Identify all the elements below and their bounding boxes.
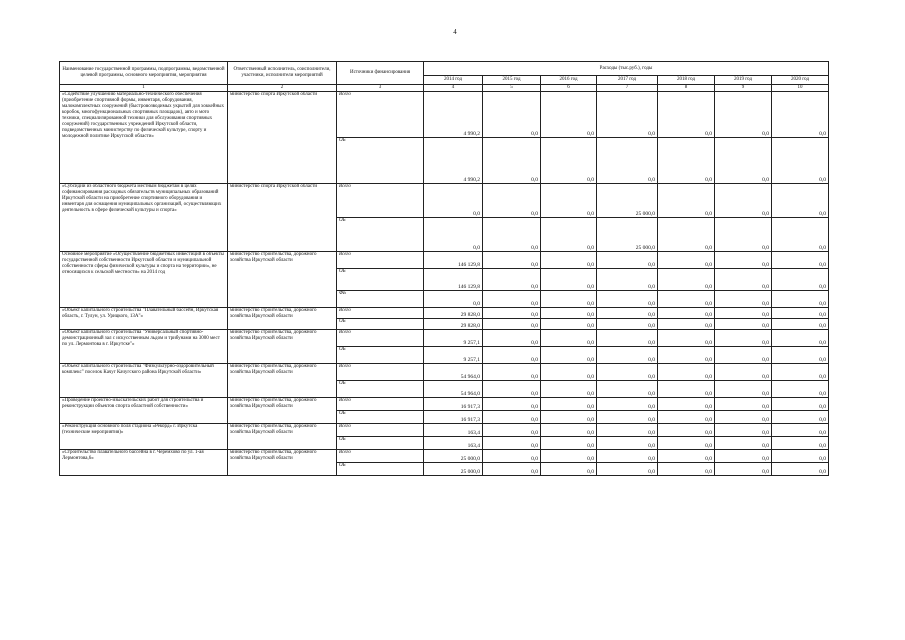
funding-source: Всего [337, 308, 424, 319]
amount-cell: 0,0 [483, 138, 541, 184]
amount-cell: 0,0 [658, 347, 715, 364]
column-index: 3 [337, 85, 424, 92]
amount-cell: 0,0 [772, 411, 829, 424]
amount-cell: 0,0 [541, 411, 597, 424]
amount-cell: 0,0 [658, 450, 715, 463]
column-index: 1 [60, 85, 228, 92]
amount-cell: 0,0 [658, 252, 715, 269]
funding-source: Всего [337, 364, 424, 381]
header-year: 2017 год [597, 76, 658, 85]
header-name: Наименование государственной программы, подпрограммы, ведомственной целевой программы, основного мероприятия, мероприятия [60, 62, 228, 85]
activity-name: «Строительство плавательного бассейна в г. Черемхово по ул. 1-ая Лермонтова,6» [60, 450, 228, 476]
amount-cell: 54 964,0 [424, 381, 483, 398]
amount-cell: 0,0 [541, 269, 597, 291]
funding-source: ОБ [337, 463, 424, 476]
amount-cell: 0,0 [658, 463, 715, 476]
amount-cell: 0,0 [715, 424, 772, 437]
funding-source: ФБ [337, 291, 424, 308]
amount-cell: 0,0 [483, 252, 541, 269]
amount-cell: 0,0 [597, 308, 658, 319]
amount-cell: 0,0 [772, 463, 829, 476]
table-row [60, 184, 829, 218]
amount-cell: 0,0 [424, 291, 483, 308]
amount-cell: 146 129,8 [424, 252, 483, 269]
table-row [60, 252, 829, 269]
amount-cell: 0,0 [658, 138, 715, 184]
amount-cell: 0,0 [483, 218, 541, 252]
funding-source: Всего [337, 424, 424, 437]
amount-cell: 0,0 [597, 92, 658, 138]
executor: министерство строительства, дорожного хозяйства Иркутской области [228, 330, 337, 364]
amount-cell: 0,0 [597, 398, 658, 411]
executor: министерство строительства, дорожного хозяйства Иркутской области [228, 252, 337, 308]
header-year: 2020 год [772, 76, 829, 85]
table-row [60, 330, 829, 347]
activity-name: «Объект капитального строительства "Универсальный спортивно-демонстрационный зал с искусственным льдом и трибунами на 3000 мест по ул. Лермонтова в г. Иркутске"» [60, 330, 228, 364]
amount-cell: 0,0 [483, 269, 541, 291]
amount-cell: 0,0 [658, 330, 715, 347]
amount-cell: 0,0 [772, 330, 829, 347]
column-index: 10 [772, 85, 829, 92]
amount-cell: 0,0 [597, 252, 658, 269]
amount-cell: 0,0 [715, 218, 772, 252]
table-row [60, 424, 829, 437]
table-row [60, 450, 829, 463]
amount-cell: 0,0 [483, 319, 541, 330]
amount-cell: 0,0 [541, 450, 597, 463]
amount-cell: 0,0 [424, 218, 483, 252]
amount-cell: 0,0 [772, 381, 829, 398]
amount-cell: 0,0 [715, 437, 772, 450]
amount-cell: 0,0 [715, 450, 772, 463]
executor: министерство спорта Иркутской области [228, 184, 337, 252]
funding-source: ОБ [337, 138, 424, 184]
table-row [60, 398, 829, 411]
amount-cell: 0,0 [483, 92, 541, 138]
activity-name: «Объект капитального строительства "Физкультурно-оздоровительный комплекс" поселок Качуг Качугского района Иркутской области» [60, 364, 228, 398]
amount-cell: 0,0 [483, 424, 541, 437]
amount-cell: 0,0 [772, 138, 829, 184]
table-row [60, 364, 829, 381]
amount-cell: 0,0 [597, 347, 658, 364]
amount-cell: 4 990,2 [424, 92, 483, 138]
amount-cell: 29 828,0 [424, 308, 483, 319]
funding-source: ОБ [337, 347, 424, 364]
amount-cell: 0,0 [541, 463, 597, 476]
amount-cell: 0,0 [483, 411, 541, 424]
header-source: Источники финансирования [337, 62, 424, 85]
amount-cell: 0,0 [658, 291, 715, 308]
funding-source: Всего [337, 92, 424, 138]
amount-cell: 29 828,0 [424, 319, 483, 330]
header-year: 2014 год [424, 76, 483, 85]
amount-cell: 0,0 [597, 319, 658, 330]
funding-source: Всего [337, 252, 424, 269]
amount-cell: 0,0 [715, 330, 772, 347]
amount-cell: 0,0 [541, 138, 597, 184]
amount-cell: 0,0 [658, 424, 715, 437]
amount-cell: 0,0 [597, 269, 658, 291]
table-row [60, 92, 829, 138]
header-executor: Ответственный исполнитель, соисполнители, участники, исполнители мероприятий [228, 62, 337, 85]
header-year: 2018 год [658, 76, 715, 85]
amount-cell: 0,0 [715, 308, 772, 319]
amount-cell: 0,0 [541, 308, 597, 319]
amount-cell: 0,0 [658, 398, 715, 411]
amount-cell: 146 129,8 [424, 269, 483, 291]
amount-cell: 0,0 [483, 291, 541, 308]
amount-cell: 0,0 [541, 347, 597, 364]
amount-cell: 0,0 [715, 138, 772, 184]
amount-cell: 0,0 [715, 184, 772, 218]
executor: министерство спорта Иркутской области [228, 92, 337, 184]
executor: министерство строительства, дорожного хозяйства Иркутской области [228, 398, 337, 424]
column-index: 7 [597, 85, 658, 92]
amount-cell: 0,0 [772, 308, 829, 319]
amount-cell: 0,0 [715, 364, 772, 381]
amount-cell: 0,0 [597, 437, 658, 450]
financing-table [59, 61, 829, 476]
amount-cell: 0,0 [715, 252, 772, 269]
amount-cell: 0,0 [715, 319, 772, 330]
funding-source: ОБ [337, 437, 424, 450]
column-index: 4 [424, 85, 483, 92]
column-index: 8 [658, 85, 715, 92]
amount-cell: 0,0 [597, 381, 658, 398]
amount-cell: 0,0 [772, 92, 829, 138]
funding-source: ОБ [337, 381, 424, 398]
amount-cell: 0,0 [715, 463, 772, 476]
amount-cell: 25 000,0 [597, 218, 658, 252]
amount-cell: 0,0 [658, 411, 715, 424]
amount-cell: 0,0 [597, 450, 658, 463]
amount-cell: 0,0 [424, 184, 483, 218]
header-year: 2019 год [715, 76, 772, 85]
amount-cell: 0,0 [541, 319, 597, 330]
amount-cell: 0,0 [541, 218, 597, 252]
funding-source: ОБ [337, 319, 424, 330]
column-index: 9 [715, 85, 772, 92]
amount-cell: 0,0 [658, 381, 715, 398]
amount-cell: 0,0 [658, 308, 715, 319]
amount-cell: 25 000,0 [597, 184, 658, 218]
amount-cell: 0,0 [658, 218, 715, 252]
column-index: 5 [483, 85, 541, 92]
amount-cell: 0,0 [483, 364, 541, 381]
amount-cell: 0,0 [772, 269, 829, 291]
amount-cell: 0,0 [772, 291, 829, 308]
amount-cell: 0,0 [772, 252, 829, 269]
funding-source: ОБ [337, 269, 424, 291]
header-year: 2016 год [541, 76, 597, 85]
amount-cell: 0,0 [772, 347, 829, 364]
amount-cell: 0,0 [772, 218, 829, 252]
amount-cell: 16 917,3 [424, 411, 483, 424]
executor: министерство строительства, дорожного хозяйства Иркутской области [228, 450, 337, 476]
column-index: 2 [228, 85, 337, 92]
amount-cell: 0,0 [483, 184, 541, 218]
funding-source: ОБ [337, 411, 424, 424]
amount-cell: 0,0 [597, 364, 658, 381]
amount-cell: 9 257,1 [424, 330, 483, 347]
amount-cell: 163,4 [424, 424, 483, 437]
amount-cell: 0,0 [541, 364, 597, 381]
amount-cell: 0,0 [483, 463, 541, 476]
amount-cell: 0,0 [715, 411, 772, 424]
amount-cell: 54 964,0 [424, 364, 483, 381]
header-expenses: Расходы (тыс.руб.), годы [424, 62, 829, 76]
amount-cell: 0,0 [597, 330, 658, 347]
amount-cell: 9 257,1 [424, 347, 483, 364]
amount-cell: 0,0 [483, 450, 541, 463]
amount-cell: 4 990,2 [424, 138, 483, 184]
amount-cell: 0,0 [541, 291, 597, 308]
funding-source: Всего [337, 184, 424, 218]
amount-cell: 0,0 [483, 398, 541, 411]
funding-source: ОБ [337, 218, 424, 252]
amount-cell: 0,0 [658, 92, 715, 138]
amount-cell: 0,0 [541, 424, 597, 437]
activity-name: «Реконструкция основного поля стадиона «Рекорд» г. Иркутска (технические мероприятия)» [60, 424, 228, 450]
amount-cell: 0,0 [715, 269, 772, 291]
amount-cell: 0,0 [597, 291, 658, 308]
amount-cell: 0,0 [772, 364, 829, 381]
funding-source: Всего [337, 398, 424, 411]
executor: министерство строительства, дорожного хозяйства Иркутской области [228, 308, 337, 330]
table-row [60, 308, 829, 319]
amount-cell: 0,0 [541, 92, 597, 138]
executor: министерство строительства, дорожного хозяйства Иркутской области [228, 424, 337, 450]
amount-cell: 0,0 [541, 437, 597, 450]
amount-cell: 0,0 [597, 424, 658, 437]
amount-cell: 0,0 [715, 398, 772, 411]
amount-cell: 0,0 [772, 437, 829, 450]
activity-name: «Субсидии из областного бюджета местным бюджетам в целях софинансирования расходных обязательств муниципальных образований Иркутской области на приобретение спортивного оборудования и инвентаря для оснащения муниципальных организаций, осуществляющих деятельность в сфере физической культуры и спорта» [60, 184, 228, 252]
amount-cell: 0,0 [772, 424, 829, 437]
header-year: 2015 год [483, 76, 541, 85]
amount-cell: 0,0 [772, 450, 829, 463]
funding-source: Всего [337, 450, 424, 463]
amount-cell: 0,0 [597, 463, 658, 476]
page-number: 4 [453, 28, 457, 36]
amount-cell: 0,0 [541, 330, 597, 347]
table-body [60, 92, 829, 476]
amount-cell: 0,0 [483, 381, 541, 398]
amount-cell: 0,0 [772, 319, 829, 330]
amount-cell: 16 917,3 [424, 398, 483, 411]
amount-cell: 0,0 [658, 437, 715, 450]
amount-cell: 0,0 [658, 319, 715, 330]
amount-cell: 25 000,0 [424, 450, 483, 463]
amount-cell: 0,0 [658, 364, 715, 381]
amount-cell: 0,0 [658, 269, 715, 291]
amount-cell: 0,0 [483, 347, 541, 364]
amount-cell: 0,0 [541, 184, 597, 218]
executor: министерство строительства, дорожного хозяйства Иркутской области [228, 364, 337, 398]
amount-cell: 0,0 [715, 92, 772, 138]
amount-cell: 0,0 [715, 291, 772, 308]
amount-cell: 0,0 [541, 252, 597, 269]
amount-cell: 0,0 [483, 330, 541, 347]
amount-cell: 163,4 [424, 437, 483, 450]
header-index-row [60, 85, 829, 92]
amount-cell: 0,0 [597, 138, 658, 184]
activity-name: Основное мероприятие «Осуществление бюджетных инвестиций в объекты государственной собственности Иркутской области и муниципальной собственности сферы физической культуры и спорта на территории», не относящихся к сельской местности» на 2014 год [60, 252, 228, 308]
amount-cell: 0,0 [658, 184, 715, 218]
amount-cell: 0,0 [483, 437, 541, 450]
amount-cell: 0,0 [541, 381, 597, 398]
amount-cell: 0,0 [772, 398, 829, 411]
activity-name: «Проведение проектно-изыскательских работ для строительства и реконструкции объектов спорта областной собственности» [60, 398, 228, 424]
activity-name: «Содействие улучшению материально-технического обеспечения (приобретение спортивной формы, инвентаря, оборудования, малокомплектных сооружений (быстровозводимых укрытий для хоккейных коробок, многофункциональных спортивных площадок), авто и мото техники, специализированной техники для обслуживания спортивных сооружений) государственных учреждений Иркутской области, подведомственных министерству по физической культуре, спорту и молодежной политике Иркутской области» [60, 92, 228, 184]
amount-cell: 0,0 [715, 347, 772, 364]
column-index: 6 [541, 85, 597, 92]
amount-cell: 0,0 [483, 308, 541, 319]
amount-cell: 0,0 [715, 381, 772, 398]
funding-source: Всего [337, 330, 424, 347]
amount-cell: 0,0 [772, 184, 829, 218]
amount-cell: 0,0 [541, 398, 597, 411]
activity-name: «Объект капитального строительства "Плавательный бассейн, Иркутская область, г. Тулун, ул. Урицкого, 13А"» [60, 308, 228, 330]
amount-cell: 25 000,0 [424, 463, 483, 476]
amount-cell: 0,0 [597, 411, 658, 424]
